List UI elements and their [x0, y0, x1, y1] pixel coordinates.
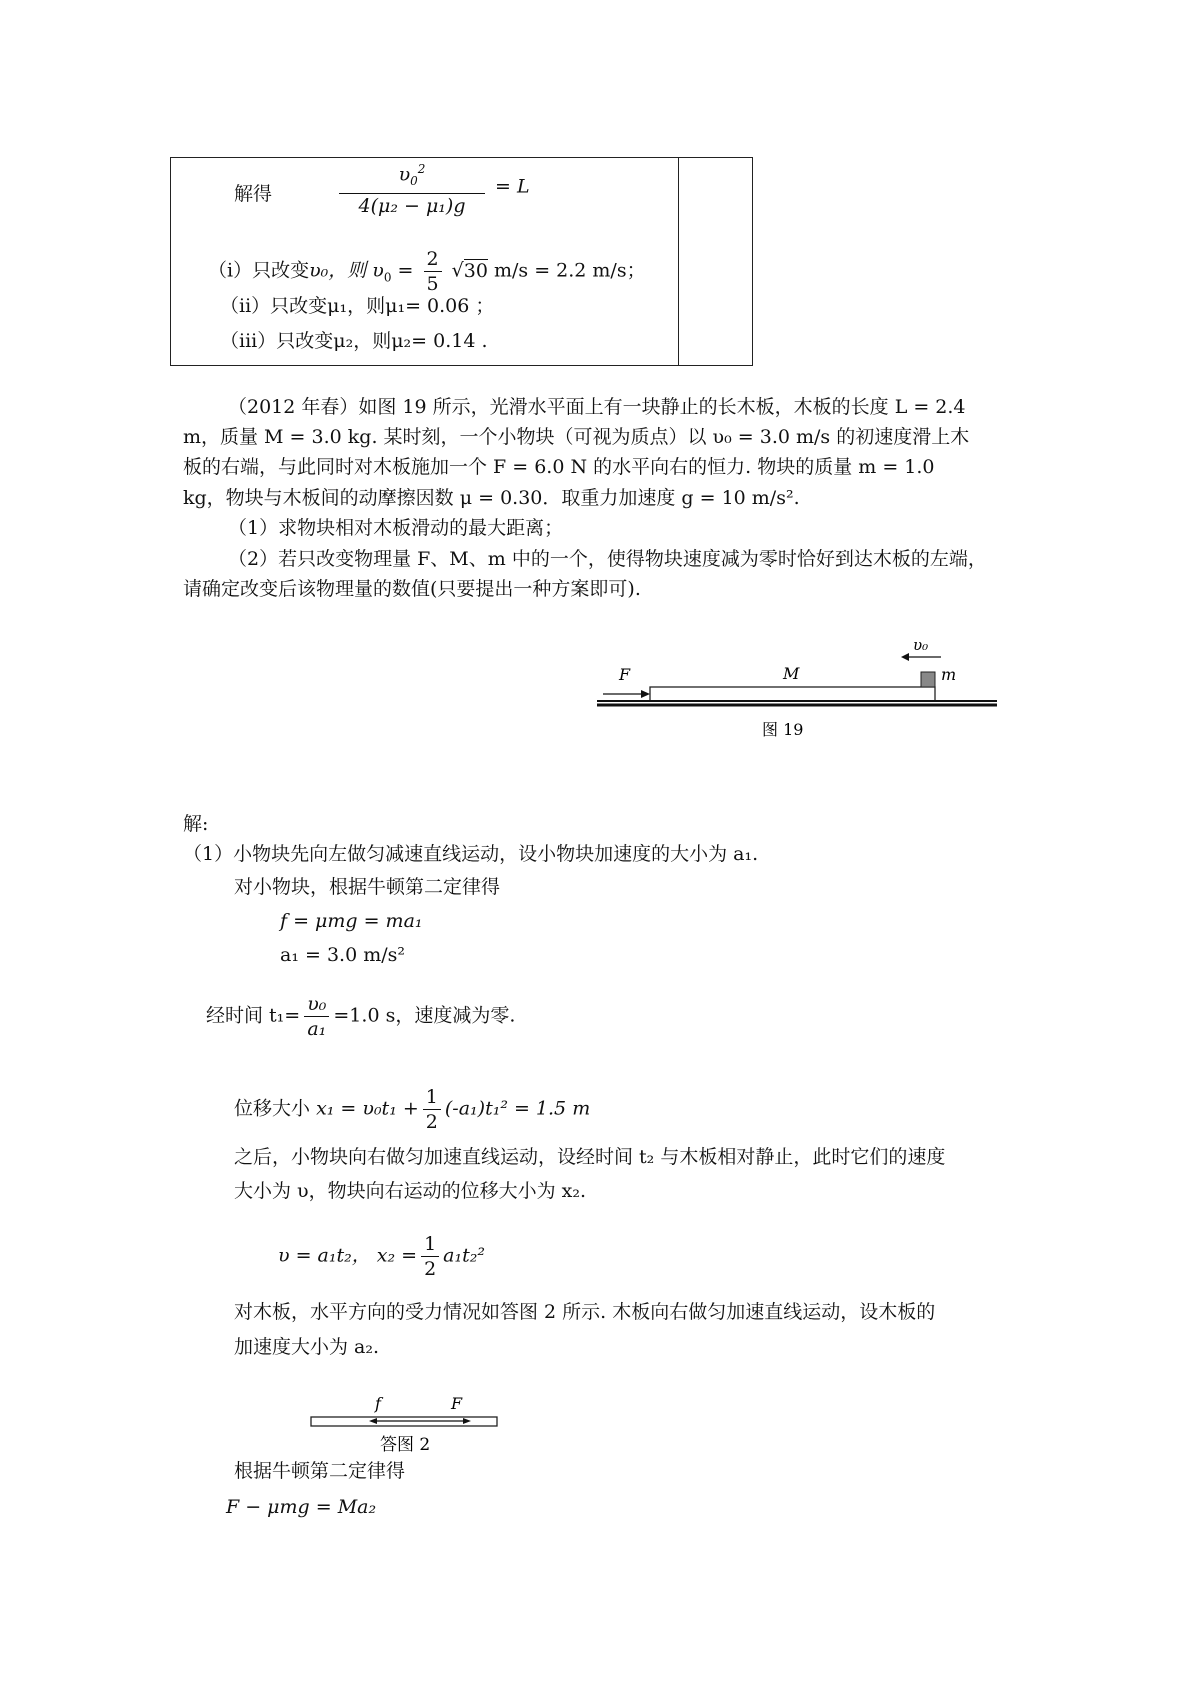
box-line3: （ii）只改变μ₁，则μ₁= 0.06 ；: [220, 295, 495, 317]
label-F: F: [619, 665, 631, 684]
solution-step10: 对木板，水平方向的受力情况如答图 2 所示. 木板向右做匀加速直线运动，设木板的: [234, 1301, 936, 1323]
box-line1-prefix: 解得: [234, 183, 273, 205]
problem-line1: （2012 年春）如图 19 所示，光滑水平面上有一块静止的长木板，木板的长度 L = 2.4: [228, 396, 966, 418]
velocity-arrow-head: [901, 653, 909, 661]
answer-figure-2-caption: 答图 2: [380, 1435, 431, 1455]
force-arrow-head: [641, 690, 650, 698]
solution-step1: （1）小物块先向左做匀减速直线运动，设小物块加速度的大小为 a₁.: [183, 843, 759, 865]
solution-head: 解:: [183, 813, 209, 835]
box-line4: （iii）只改变μ₂，则μ₂= 0.14 .: [220, 330, 488, 352]
figure-19-caption: 图 19: [762, 720, 804, 739]
solution-eq-v-x2: υ = a₁t₂， x₂ = $\frac{1}{2}$ a₁t₂²: [278, 1233, 485, 1280]
problem-line2: m，质量 M = 3.0 kg. 某时刻，一个小物块（可视为质点）以 υ₀ = 3.0 m/s 的初速度滑上木: [183, 426, 970, 448]
label-F2: F: [451, 1394, 463, 1413]
solution-time-t1: 经时间 t₁= $\frac{\text{υ₀}}{\text{a₁}}$ =1.0 s，速度减为零.: [206, 993, 516, 1040]
label-f: f: [375, 1394, 381, 1413]
small-block: [921, 672, 935, 687]
long-board: [650, 687, 935, 701]
solution-step11: 加速度大小为 a₂.: [234, 1336, 380, 1358]
problem-question2-cont: 请确定改变后该物理量的数值(只要提出一种方案即可).: [183, 578, 641, 600]
problem-question1: （1）求物块相对木板滑动的最大距离；: [228, 517, 564, 539]
figure-19: [595, 635, 1015, 745]
label-m: m: [941, 665, 957, 684]
solution-displacement-x1: 位移大小 x₁ = υ₀t₁ + $\frac{1}{2}$ (-a₁)t₁² = 1.5 m: [234, 1086, 591, 1133]
problem-line3: 板的右端，与此同时对木板施加一个 F = 6.0 N 的水平向右的恒力. 物块的质量 m = 1.0: [183, 456, 935, 478]
answer-box-divider: [678, 158, 679, 365]
box-line1-formula: $\frac{\upsilon_0^2}{\text{4(μ₂ − μ₁)g}}$ = L: [335, 157, 530, 218]
solution-eq-a1: a₁ = 3.0 m/s²: [280, 944, 405, 966]
solution-step12: 根据牛顿第二定律得: [234, 1460, 406, 1482]
solution-step2: 对小物块，根据牛顿第二定律得: [234, 876, 501, 898]
problem-line4: kg，物块与木板间的动摩擦因数 μ = 0.30．取重力加速度 g = 10 m/s².: [183, 487, 800, 509]
problem-question2: （2）若只改变物理量 F、M、m 中的一个，使得物块速度减为零时恰好到达木板的左端，: [228, 548, 987, 570]
solution-eq-board: F − μmg = Ma₂: [226, 1496, 377, 1518]
solution-step8: 大小为 υ，物块向右运动的位移大小为 x₂.: [234, 1180, 587, 1202]
box-line2: （i）只改变υ₀，则 $\upsilon_0$ = $\frac{2}{5}$ √30 m/s = 2.2 m/s；: [208, 248, 646, 295]
answer-figure-2: [305, 1390, 505, 1465]
label-M: M: [783, 664, 800, 683]
label-v0: υ₀: [913, 636, 929, 654]
solution-step7: 之后，小物块向右做匀加速直线运动，设经时间 t₂ 与木板相对静止，此时它们的速度: [234, 1146, 946, 1168]
solution-eq-friction: f = μmg = ma₁: [280, 910, 423, 932]
